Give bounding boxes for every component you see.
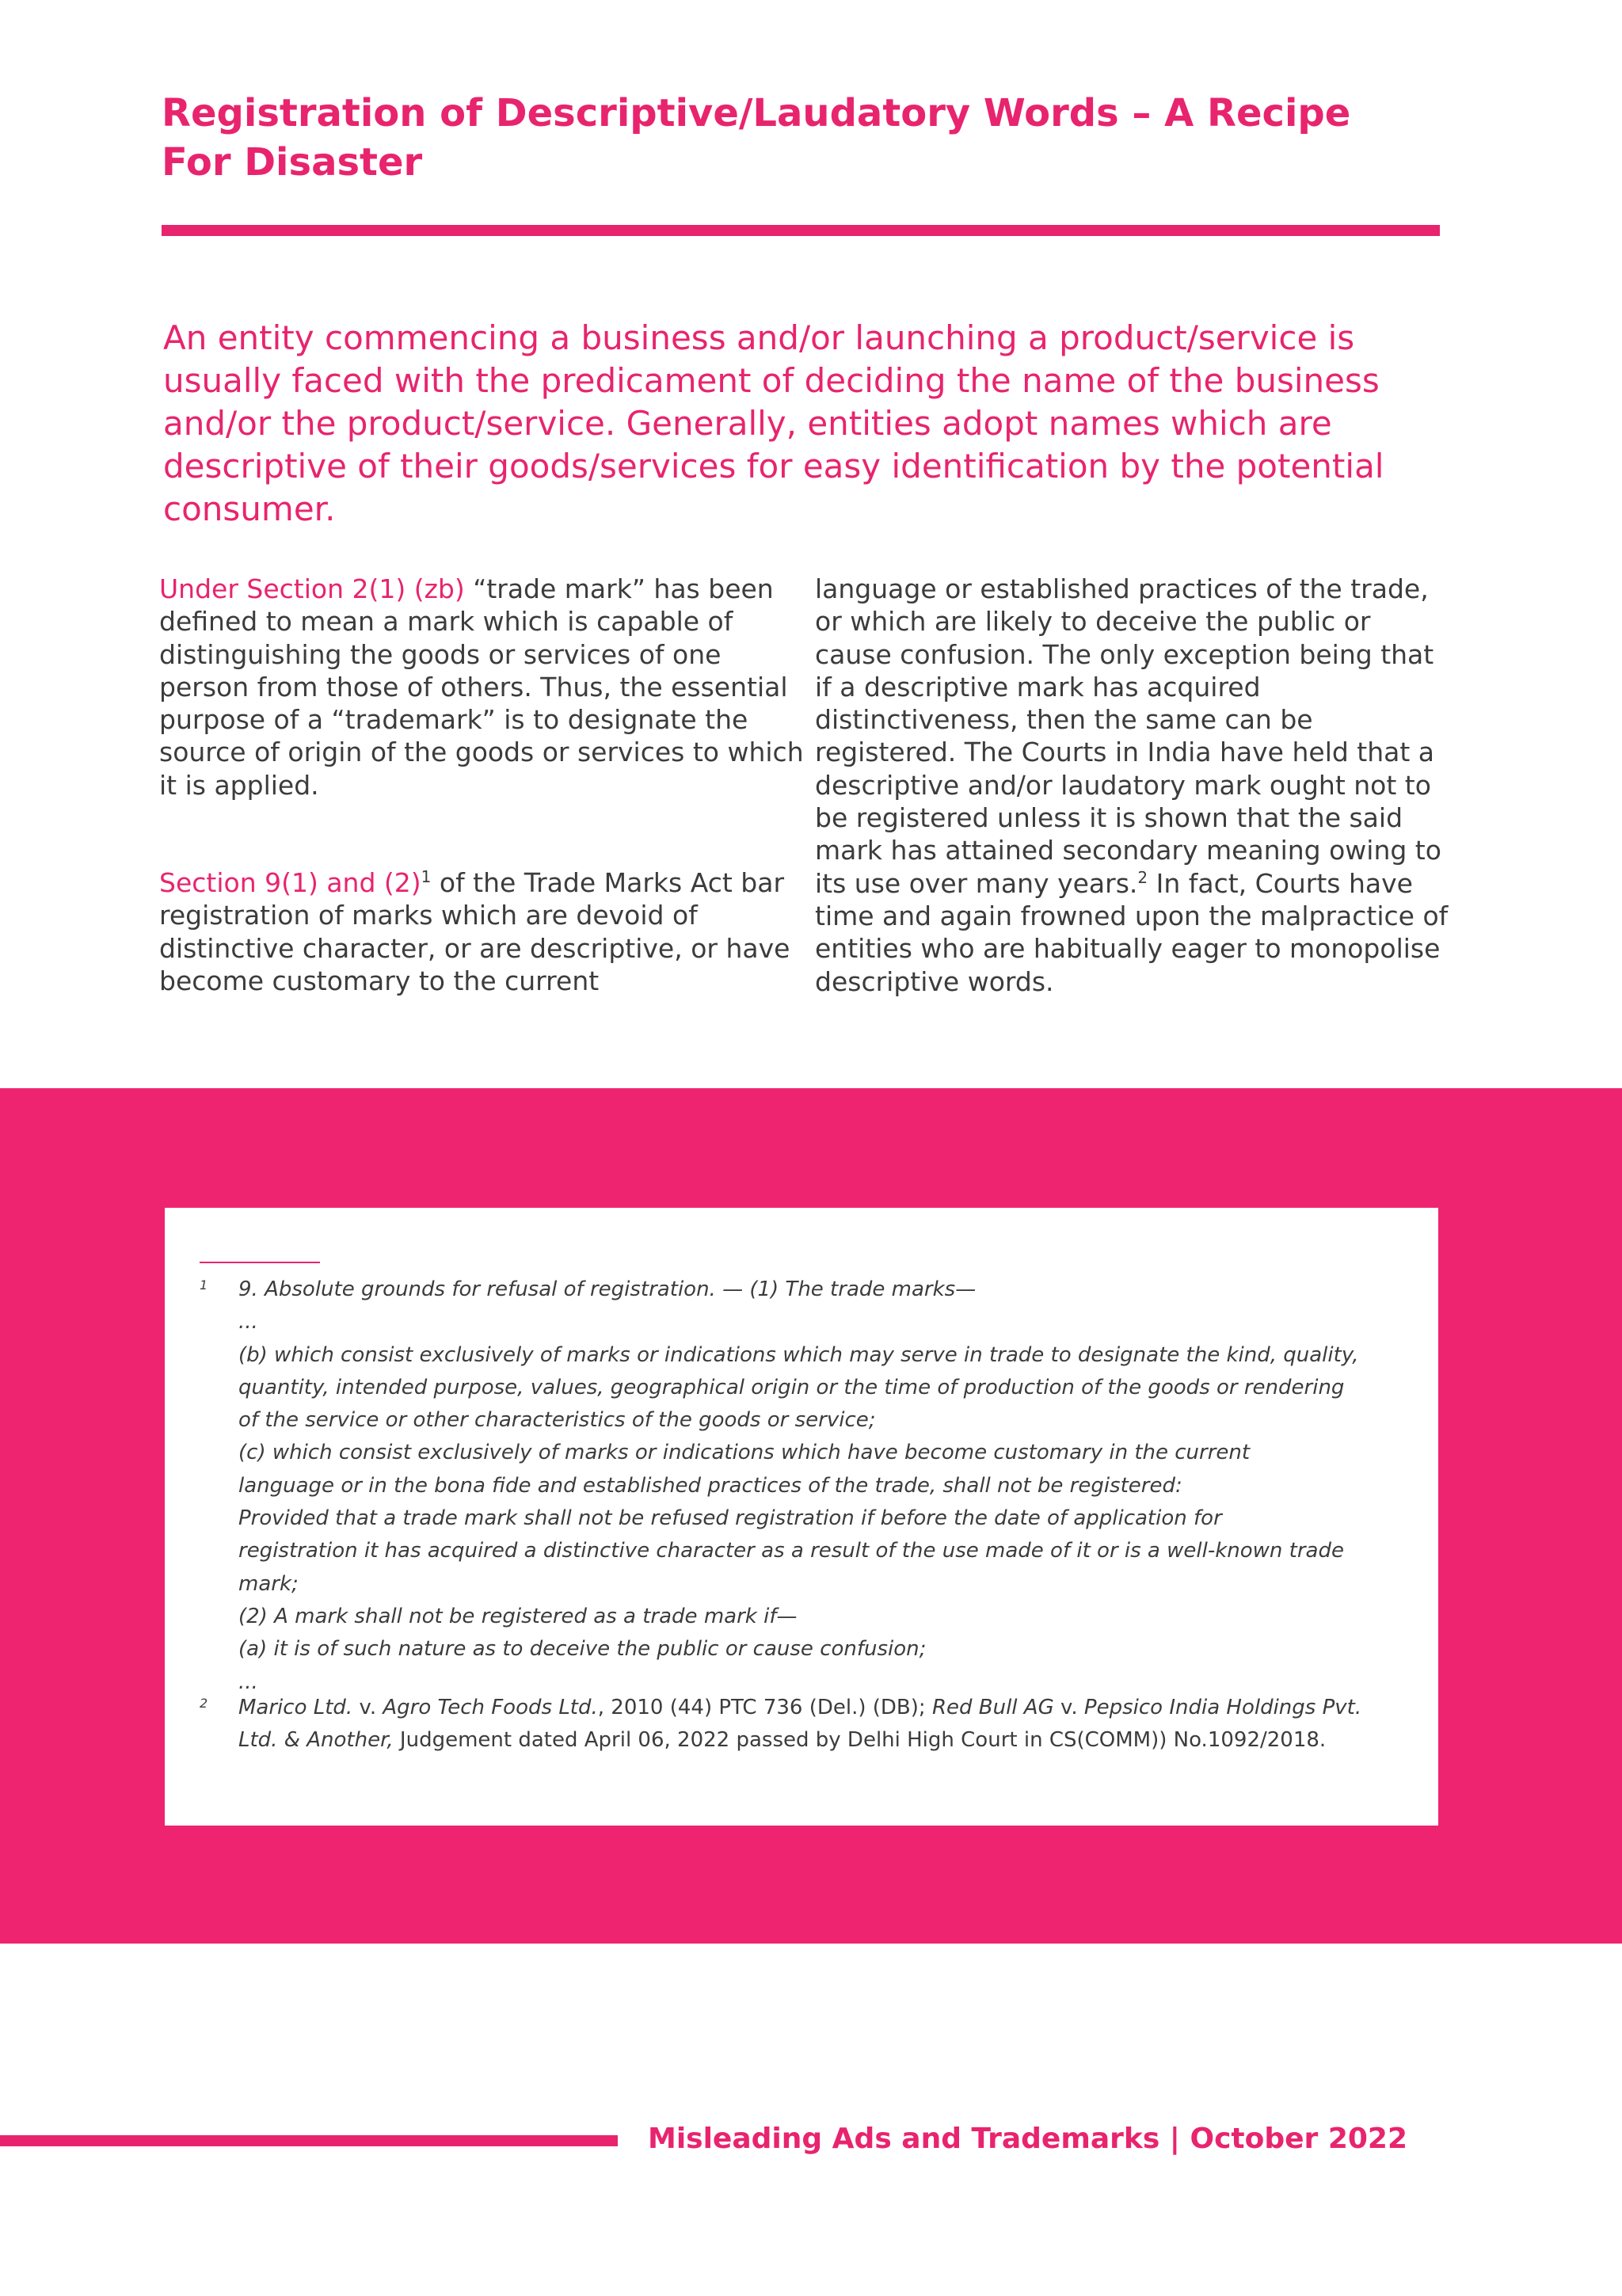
footnote-line: of the service or other characteristics of the goods or service; xyxy=(238,1408,876,1433)
footnote-line xyxy=(238,1692,1426,1724)
section-reference: Under Section 2(1) (zb) xyxy=(159,573,465,604)
footnote-line: ... xyxy=(238,1670,258,1694)
footnote-number: 2 xyxy=(200,1696,208,1711)
footnote-line: (b) which consist exclusively of marks or indications which may serve in trade to designate the kind, quality, xyxy=(238,1342,1359,1367)
case-name: Pepsico India Holdings Pvt. xyxy=(1083,1696,1362,1719)
footnote-line: (2) A mark shall not be registered as a trade mark if— xyxy=(238,1604,798,1628)
versus: v. xyxy=(352,1696,383,1719)
citation: , 2010 (44) PTC 736 (Del.) (DB); xyxy=(597,1696,932,1719)
body-column-right xyxy=(815,573,1449,998)
body-paragraph-2 xyxy=(159,866,817,997)
footnote-line: (c) which consist exclusively of marks or indications which have become customary in the current xyxy=(238,1441,1251,1465)
body-text: of the Trade Marks Act bar registration of marks which are devoid of distinctive character, or are descriptive, or have become customary to the current xyxy=(159,867,790,996)
body-text: “trade mark” has been defined to mean a mark which is capable of distinguishing the goods or services of one person from those of others. Thus, the essential purpose of a “trademark” is to designate the source of origin of the goods or services to which it is applied. xyxy=(159,573,804,801)
versus: v. xyxy=(1053,1696,1084,1719)
footnote-line: mark; xyxy=(238,1571,299,1596)
case-name: Ltd. & Another, xyxy=(238,1728,394,1753)
footnote-ref-2[interactable]: 2 xyxy=(1137,867,1148,887)
body-text: In fact, Courts have time and again frowned upon the malpractice of entities who are habitually eager to monopolise descriptive words. xyxy=(815,867,1449,997)
footnote-line: language or in the bona fide and established practices of the trade, shall not be registered: xyxy=(238,1473,1182,1498)
body-text: language or established practices of the trade, or which are likely to deceive the public or cause confusion. The only exception being that if a descriptive mark has acquired distinctiveness, then the same can be registered. The Courts in India have held that a descriptive and/or laudatory mark ought not to be registered unless it is shown that the said mark has attained secondary meaning owing to its use over many years. xyxy=(815,573,1441,899)
footer-text: Misleading Ads and Trademarks | October 2022 xyxy=(648,2123,1408,2155)
section-reference: Section 9(1) and (2) xyxy=(159,867,421,899)
footnote-box xyxy=(165,1208,1438,1826)
body-paragraph-3 xyxy=(815,573,1449,998)
footnote-line: quantity, intended purpose, values, geographical origin or the time of production of the goods or rendering xyxy=(238,1375,1345,1399)
footnote-line: (a) it is of such nature as to deceive the public or cause confusion; xyxy=(238,1637,927,1662)
footnote-line: registration it has acquired a distinctive character as a result of the use made of it or is a well-known trade xyxy=(238,1539,1344,1563)
body-column-left xyxy=(159,573,817,997)
footer-divider xyxy=(0,2135,618,2146)
footnote-line: Provided that a trade mark shall not be refused registration if before the date of application for xyxy=(238,1506,1222,1531)
page-title: Registration of Descriptive/Laudatory Words – A Recipe For Disaster xyxy=(162,91,1351,185)
footnote-line: 9. Absolute grounds for refusal of registration. — (1) The trade marks— xyxy=(238,1277,977,1301)
case-name: Agro Tech Foods Ltd. xyxy=(383,1696,598,1719)
title-divider xyxy=(162,225,1440,236)
footnote-ref-1[interactable]: 1 xyxy=(421,867,432,887)
citation: Judgement dated April 06, 2022 passed by Delhi High Court in CS(COMM)) No.1092/2018. xyxy=(393,1728,1327,1753)
footnote-divider xyxy=(200,1262,320,1263)
footnote-body xyxy=(238,1692,1426,1757)
footnote-number: 1 xyxy=(200,1277,208,1293)
footnote-body xyxy=(238,1274,1426,1699)
case-name: Red Bull AG xyxy=(931,1696,1054,1719)
lead-paragraph: An entity commencing a business and/or launching a product/service is usually faced with the predicament of deciding the name of the business and/or the product/service. Generally, entities adopt names which are descriptive of their goods/services for easy identification by the potential consumer. xyxy=(163,318,1384,528)
footnote-line: ... xyxy=(238,1310,258,1335)
body-paragraph-1 xyxy=(159,573,817,802)
footnote-line xyxy=(238,1724,1426,1757)
case-name: Marico Ltd. xyxy=(238,1696,353,1719)
